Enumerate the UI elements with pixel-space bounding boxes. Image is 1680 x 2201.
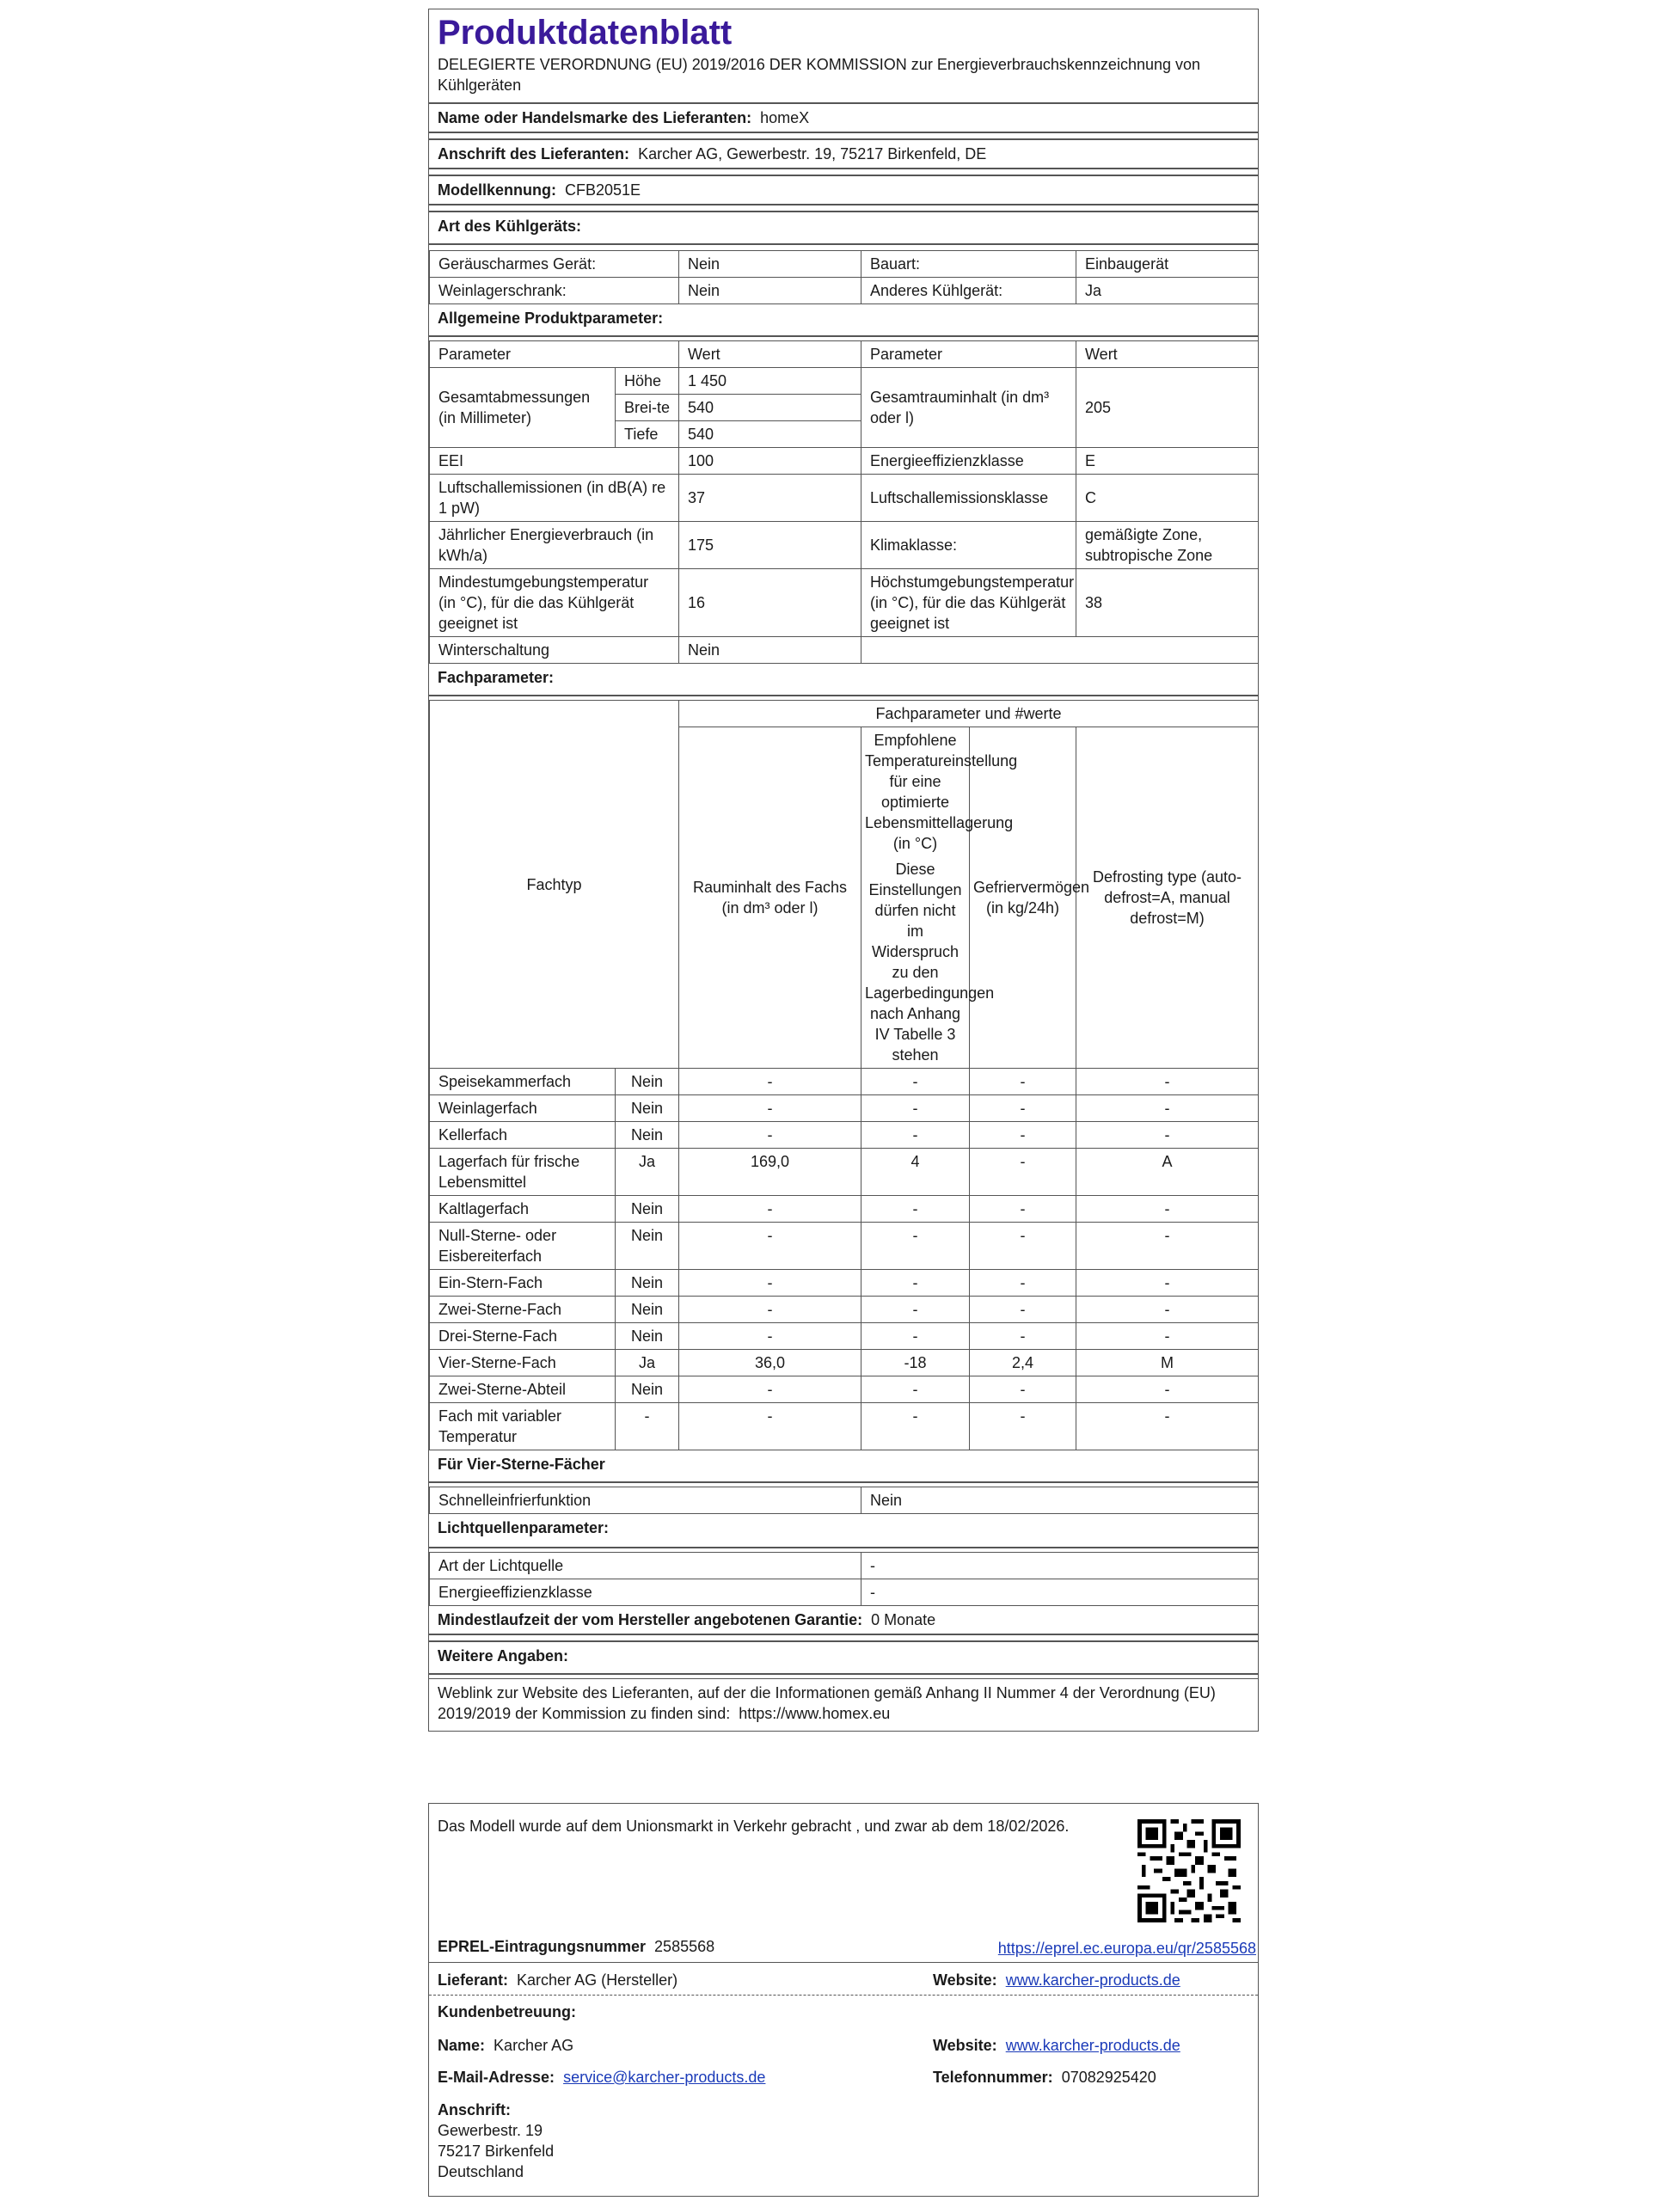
supplier-address-value: Karcher AG, Gewerbestr. 19, 75217 Birkenfeld, DE — [638, 145, 987, 162]
light-source-table — [429, 1552, 1259, 1606]
light-source-heading: Lichtquellenparameter: — [429, 1514, 1258, 1548]
table-row: EEI 100 Energieeffizienzklasse E — [430, 448, 1259, 475]
four-star-table — [429, 1487, 1259, 1514]
compartment-present: Ja — [616, 1149, 679, 1196]
model-value: CFB2051E — [565, 181, 641, 199]
supplier-website-row: Website: www.karcher-products.de — [933, 1971, 1180, 1989]
table-row: Drei-Sterne-Fach Nein - - - - — [430, 1323, 1259, 1350]
table-row: Tiefe 540 — [430, 421, 1259, 448]
table-row: Schnelleinfrierfunktion Nein — [430, 1487, 1259, 1514]
service-email-link[interactable]: service@karcher-products.de — [563, 2069, 766, 2086]
compartment-present: Nein — [616, 1095, 679, 1122]
compartment-present: Nein — [616, 1323, 679, 1350]
page-title: Produktdatenblatt — [438, 14, 733, 52]
product-data-sheet — [428, 9, 1259, 1732]
compartment-type: Lagerfach für frische Lebensmittel — [430, 1149, 616, 1196]
eprel-reg-value: 2585568 — [654, 1938, 715, 1955]
service-website-link[interactable]: www.karcher-products.de — [1005, 2037, 1180, 2054]
service-address-lines: Gewerbestr. 19 75217 Birkenfeld Deutschland — [438, 2122, 555, 2180]
compartment-params-table — [429, 700, 1259, 1450]
general-params-table — [429, 340, 1259, 664]
volume-label: Gesamtrauminhalt (in dm³ oder l) — [861, 368, 1076, 448]
table-row: Ein-Stern-Fach Nein - - - - — [430, 1270, 1259, 1297]
compartment-present: - — [616, 1403, 679, 1450]
table-row: Brei-te 540 — [430, 395, 1259, 421]
compartment-type: Vier-Sterne-Fach — [430, 1350, 616, 1376]
compartment-group-header: Fachparameter und #werte — [679, 701, 1259, 727]
table-row: Luftschallemissionen (in dB(A) re 1 pW) 37 Luftschallemissionsklasse C — [430, 475, 1259, 522]
more-info-text: Weblink zur Website des Lieferanten, auf der die Informationen gemäß Anhang II Nummer 4 der Verordnung (EU) 2019/2019 der Kommission zu finden sind: https://www.homex.eu — [429, 1678, 1258, 1731]
table-row: Parameter Wert Parameter Wert — [430, 341, 1259, 368]
compartment-present: Nein — [616, 1196, 679, 1223]
appliance-type-heading: Art des Kühlgeräts: — [429, 211, 1258, 245]
compartment-type: Kaltlagerfach — [430, 1196, 616, 1223]
qr-code-icon[interactable] — [1137, 1819, 1241, 1922]
compartment-rows — [430, 1069, 1259, 1450]
compartment-type: Drei-Sterne-Fach — [430, 1323, 616, 1350]
table-row: Energieeffizienzklasse - — [430, 1579, 1259, 1606]
table-row: Zwei-Sterne-Fach Nein - - - - — [430, 1297, 1259, 1323]
table-row: Fach mit variabler Temperatur - - - - - — [430, 1403, 1259, 1450]
compartment-type: Zwei-Sterne-Fach — [430, 1297, 616, 1323]
model-row — [429, 175, 1258, 205]
service-website-row: Website: www.karcher-products.de — [933, 2037, 1180, 2054]
market-date-text: Das Modell wurde auf dem Unionsmarkt in Verkehr gebracht , und zwar ab dem 18/02/2026. — [438, 1818, 1070, 1835]
table-row: Mindestumgebungstemperatur (in °C), für die das Kühlgerät geeignet ist 16 Höchstumgebungstemperatur (in °C), für die das Kühlgerät geeignet ist 38 — [430, 569, 1259, 637]
table-row: Rauminhalt des Fachs (in dm³ oder l) Empfohlene Temperatureinstellung für eine optimierte Lebensmittellagerung (in °C) Diese Einstellungen dürfen nicht im Widerspruch zu den Lagerbedingungen nach Anhang IV Tabelle 3 stehen Gefriervermögen (in kg/24h) Defrosting type (auto-defrost=A, manual defrost=M) — [430, 727, 1259, 1069]
compartment-present: Nein — [616, 1122, 679, 1149]
table-row — [430, 701, 1259, 727]
supplier-address-row — [429, 138, 1258, 169]
compartment-present: Ja — [616, 1350, 679, 1376]
table-row: Winterschaltung Nein — [430, 637, 1259, 664]
four-star-heading: Für Vier-Sterne-Fächer — [429, 1450, 1258, 1483]
table-row: Lagerfach für frische Lebensmittel Ja 169,0 4 - A — [430, 1149, 1259, 1196]
supplier-row: Lieferant: Karcher AG (Hersteller) — [438, 1971, 678, 1989]
volume-value: 205 — [1076, 368, 1259, 448]
service-name-row: Name: Karcher AG — [438, 2037, 574, 2054]
table-row: Kellerfach Nein - - - - — [430, 1122, 1259, 1149]
table-row: Geräuscharmes Gerät: Nein Bauart: Einbaugerät — [430, 251, 1259, 278]
compartment-present: Nein — [616, 1270, 679, 1297]
model-label: Modellkennung: — [438, 181, 556, 199]
compartment-type: Zwei-Sterne-Abteil — [430, 1376, 616, 1403]
compartment-type: Kellerfach — [430, 1122, 616, 1149]
table-row: Jährlicher Energieverbrauch (in kWh/a) 175 Klimaklasse: gemäßigte Zone, subtropische Zone — [430, 522, 1259, 569]
general-params-heading: Allgemeine Produktparameter: — [429, 304, 1258, 337]
compartment-type: Speisekammerfach — [430, 1069, 616, 1095]
table-row: Vier-Sterne-Fach Ja 36,0 -18 2,4 M — [430, 1350, 1259, 1376]
compartment-params-heading: Fachparameter: — [429, 664, 1258, 696]
appliance-type-table — [429, 250, 1259, 304]
service-email-row: E-Mail-Adresse: service@karcher-products.de — [438, 2069, 766, 2086]
compartment-type: Null-Sterne- oder Eisbereiterfach — [430, 1223, 616, 1270]
compartment-type: Weinlagerfach — [430, 1095, 616, 1122]
supplier-website-link[interactable]: www.karcher-products.de — [1005, 1971, 1180, 1989]
compartment-type-header: Fachtyp — [430, 701, 679, 1069]
eprel-qr-link[interactable]: https://eprel.ec.europa.eu/qr/2585568 — [997, 1940, 1256, 1957]
dims-label: Gesamtabmessungen (in Millimeter) — [430, 368, 616, 448]
table-row: Kaltlagerfach Nein - - - - — [430, 1196, 1259, 1223]
table-row: Art der Lichtquelle - — [430, 1553, 1259, 1579]
supplier-weblink[interactable]: https://www.homex.eu — [739, 1705, 891, 1722]
compartment-present: Nein — [616, 1297, 679, 1323]
regulation-subtitle: DELEGIERTE VERORDNUNG (EU) 2019/2016 DER KOMMISSION zur Energieverbrauchskennzeichnung von Kühlgeräten — [429, 52, 1258, 104]
compartment-present: Nein — [616, 1376, 679, 1403]
table-row: Null-Sterne- oder Eisbereiterfach Nein - - - - — [430, 1223, 1259, 1270]
compartment-type: Fach mit variabler Temperatur — [430, 1403, 616, 1450]
customer-service-heading: Kundenbetreuung: — [438, 2003, 576, 2020]
table-row: Weinlagerfach Nein - - - - — [430, 1095, 1259, 1122]
compartment-type: Ein-Stern-Fach — [430, 1270, 616, 1297]
supplier-name-label: Name oder Handelsmarke des Lieferanten: — [438, 109, 752, 126]
more-info-heading: Weitere Angaben: — [429, 1640, 1258, 1675]
table-row: Gesamtabmessungen (in Millimeter) Höhe 1 450 Gesamtrauminhalt (in dm³ oder l) 205 — [430, 368, 1259, 395]
supplier-address-label: Anschrift des Lieferanten: — [438, 145, 630, 162]
compartment-present: Nein — [616, 1223, 679, 1270]
compartment-present: Nein — [616, 1069, 679, 1095]
service-address-heading: Anschrift: — [438, 2101, 511, 2118]
table-row: Weinlagerschrank: Nein Anderes Kühlgerät: Ja — [430, 278, 1259, 304]
supplier-name-value: homeX — [760, 109, 810, 126]
warranty-row: Mindestlaufzeit der vom Hersteller angebotenen Garantie: 0 Monate — [429, 1606, 1258, 1635]
eprel-reg-row: EPREL-Eintragungsnummer 2585568 — [438, 1938, 715, 1955]
table-row: Speisekammerfach Nein - - - - — [430, 1069, 1259, 1095]
eprel-block — [428, 1803, 1259, 2197]
table-row: Zwei-Sterne-Abteil Nein - - - - — [430, 1376, 1259, 1403]
service-phone-row: Telefonnummer: 07082925420 — [933, 2069, 1156, 2086]
supplier-name-row — [429, 104, 1258, 133]
